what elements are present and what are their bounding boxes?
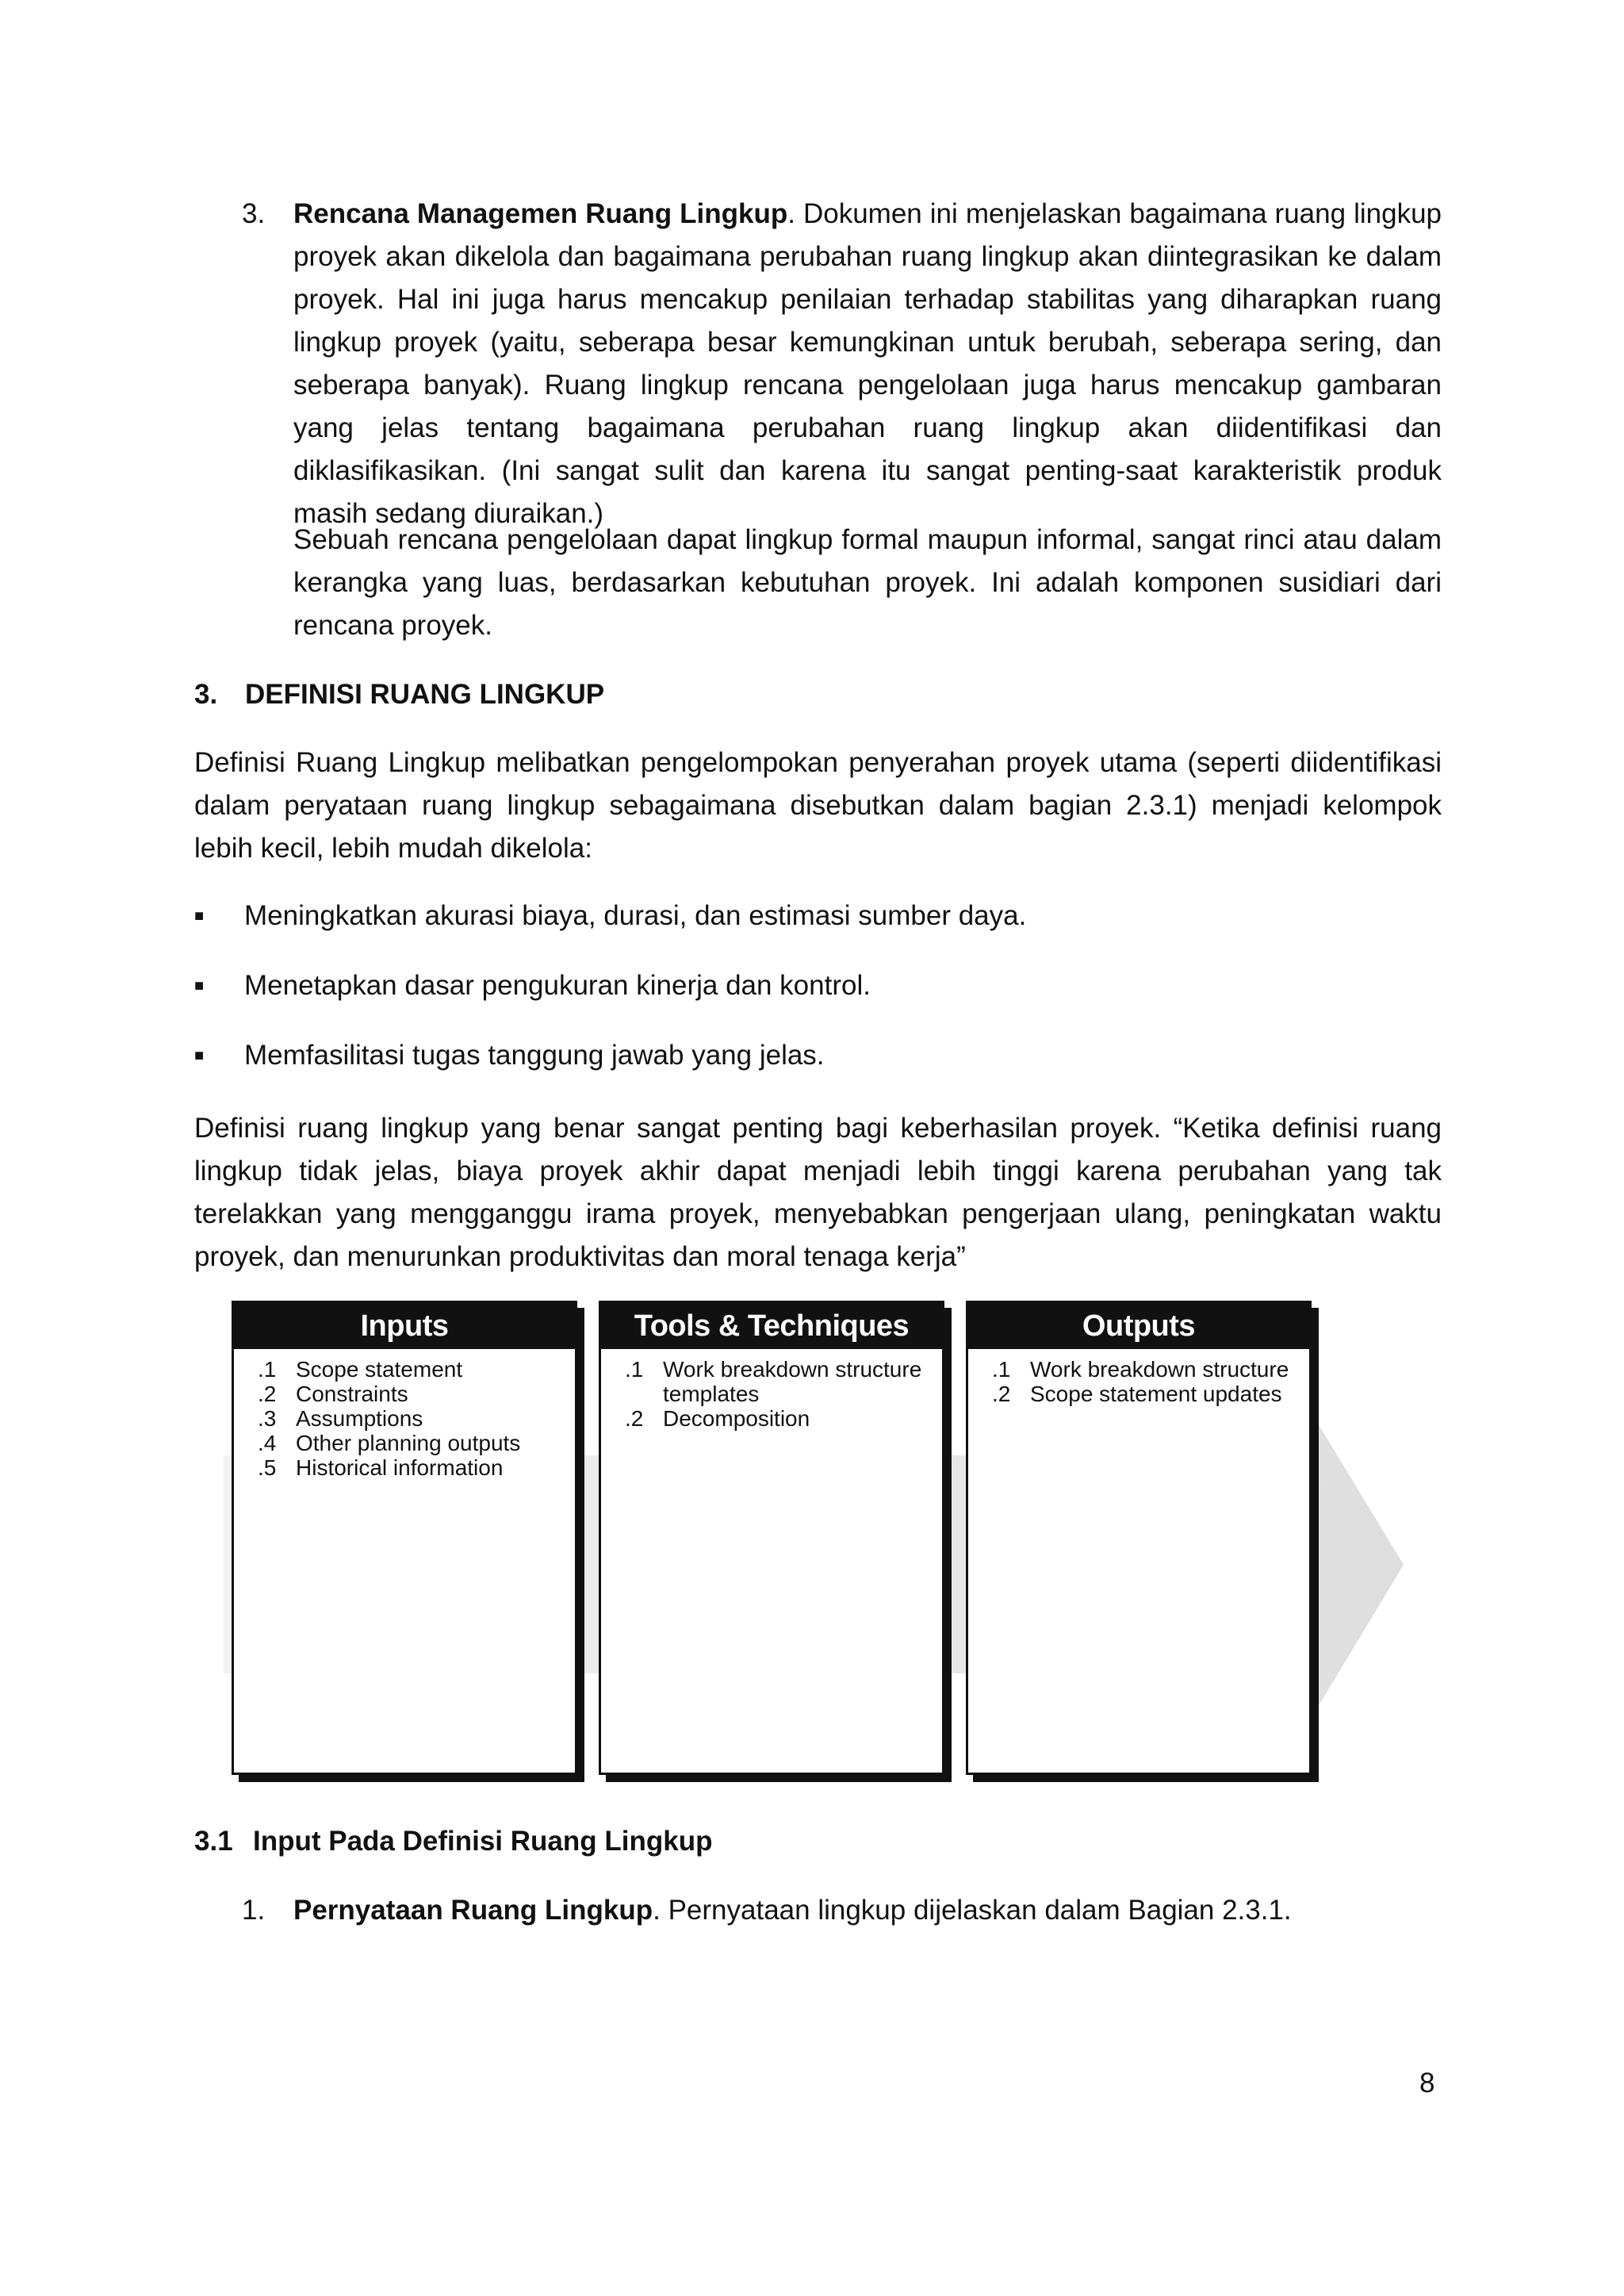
tools-techniques-list bbox=[601, 1349, 942, 1431]
list-number: 3. bbox=[242, 198, 266, 229]
subsection-number: 3.1 bbox=[194, 1826, 233, 1857]
list-item-paragraph bbox=[293, 193, 1442, 535]
subsection-heading bbox=[194, 1820, 712, 1863]
list-item-paragraph bbox=[293, 1889, 1442, 1932]
list-item: .2 Scope statement updates bbox=[992, 1382, 1282, 1406]
outputs-list bbox=[968, 1349, 1309, 1406]
section-heading bbox=[194, 673, 604, 716]
list-item-paragraph-2: Sebuah rencana pengelolaan dapat lingkup formal maupun informal, sangat rinci atau dalam kerangka yang luas, berdasarkan kebutuhan proyek. Ini adalah komponen susidiari dari rencana proyek. bbox=[293, 524, 1442, 641]
list-item: .3 Assumptions bbox=[258, 1406, 423, 1431]
bullet-item: Meningkatkan akurasi biaya, durasi, dan estimasi sumber daya. bbox=[244, 900, 1027, 931]
list-item: .4 Other planning outputs bbox=[258, 1431, 521, 1455]
section-title: DEFINISI RUANG LINGKUP bbox=[245, 679, 605, 710]
inputs-list bbox=[234, 1349, 575, 1480]
tools-techniques-header: Tools & Techniques bbox=[601, 1303, 942, 1349]
bullet-marker: ■ bbox=[194, 1047, 205, 1064]
list-item: .1 Scope statement bbox=[258, 1357, 463, 1382]
list-item: .1 Work breakdown structure bbox=[992, 1357, 1289, 1382]
list-item: .2 Constraints bbox=[258, 1382, 408, 1406]
bullet-marker: ■ bbox=[194, 977, 205, 995]
list-item: .2 Decomposition bbox=[625, 1406, 810, 1431]
inputs-box bbox=[232, 1301, 577, 1775]
page-number: 8 bbox=[1419, 2068, 1435, 2099]
conclusion-paragraph: Definisi ruang lingkup yang benar sangat penting bagi keberhasilan proyek. “Ketika definisi ruang lingkup tidak jelas, biaya proyek akhir dapat menjadi lebih tinggi karena perubahan yang tak terelakkan yang mengganggu irama proyek, menyebabkan pengerjaan ulang, peningkatan waktu proyek, dan menurunkan produktivitas dan moral tenaga kerja” bbox=[194, 1113, 1442, 1272]
list-item-text: . Dokumen ini menjelaskan bagaimana ruang lingkup proyek akan dikelola dan bagaimana perubahan ruang lingkup akan diintegrasikan ke dalam proyek. Hal ini juga harus mencakup penilaian terhadap stabilitas yang diharapkan ruang lingkup proyek (yaitu, seberapa besar kemungkinan untuk berubah, seberapa sering, dan seberapa banyak). Ruang lingkup rencana pengelolaan juga harus mencakup gambaran yang jelas tentang bagaimana perubahan ruang lingkup akan diidentifikasi dan diklasifikasikan. (Ini sangat sulit dan karena itu sangat penting-saat karakteristik produk masih sedang diuraikan.) bbox=[293, 198, 1442, 529]
list-item-text: . Pernyataan lingkup dijelaskan dalam Bagian 2.3.1. bbox=[653, 1895, 1292, 1926]
bullet-item: Menetapkan dasar pengukuran kinerja dan kontrol. bbox=[244, 970, 871, 1001]
tools-techniques-box bbox=[599, 1301, 944, 1775]
outputs-box bbox=[966, 1301, 1312, 1775]
list-item: .5 Historical information bbox=[258, 1455, 504, 1480]
subsection-title: Input Pada Definisi Ruang Lingkup bbox=[253, 1826, 713, 1857]
section-intro-paragraph: Definisi Ruang Lingkup melibatkan pengelompokan penyerahan proyek utama (seperti diidentifikasi dalam peryataan ruang lingkup sebagaimana disebutkan dalam bagian 2.3.1) menjadi kelompok lebih kecil, lebih mudah dikelola: bbox=[194, 747, 1442, 864]
list-item-title: Rencana Managemen Ruang Lingkup bbox=[293, 198, 788, 229]
bullet-item: Memfasilitasi tugas tanggung jawab yang jelas. bbox=[244, 1040, 825, 1071]
bullet-marker: ■ bbox=[194, 907, 205, 925]
list-item-title: Pernyataan Ruang Lingkup bbox=[293, 1895, 653, 1926]
outputs-header: Outputs bbox=[968, 1303, 1309, 1349]
list-number: 1. bbox=[242, 1895, 266, 1926]
list-item: .1 Work breakdown structure templates bbox=[625, 1357, 922, 1406]
inputs-header: Inputs bbox=[234, 1303, 575, 1349]
section-number: 3. bbox=[194, 679, 218, 710]
process-diagram bbox=[222, 1301, 1411, 1792]
